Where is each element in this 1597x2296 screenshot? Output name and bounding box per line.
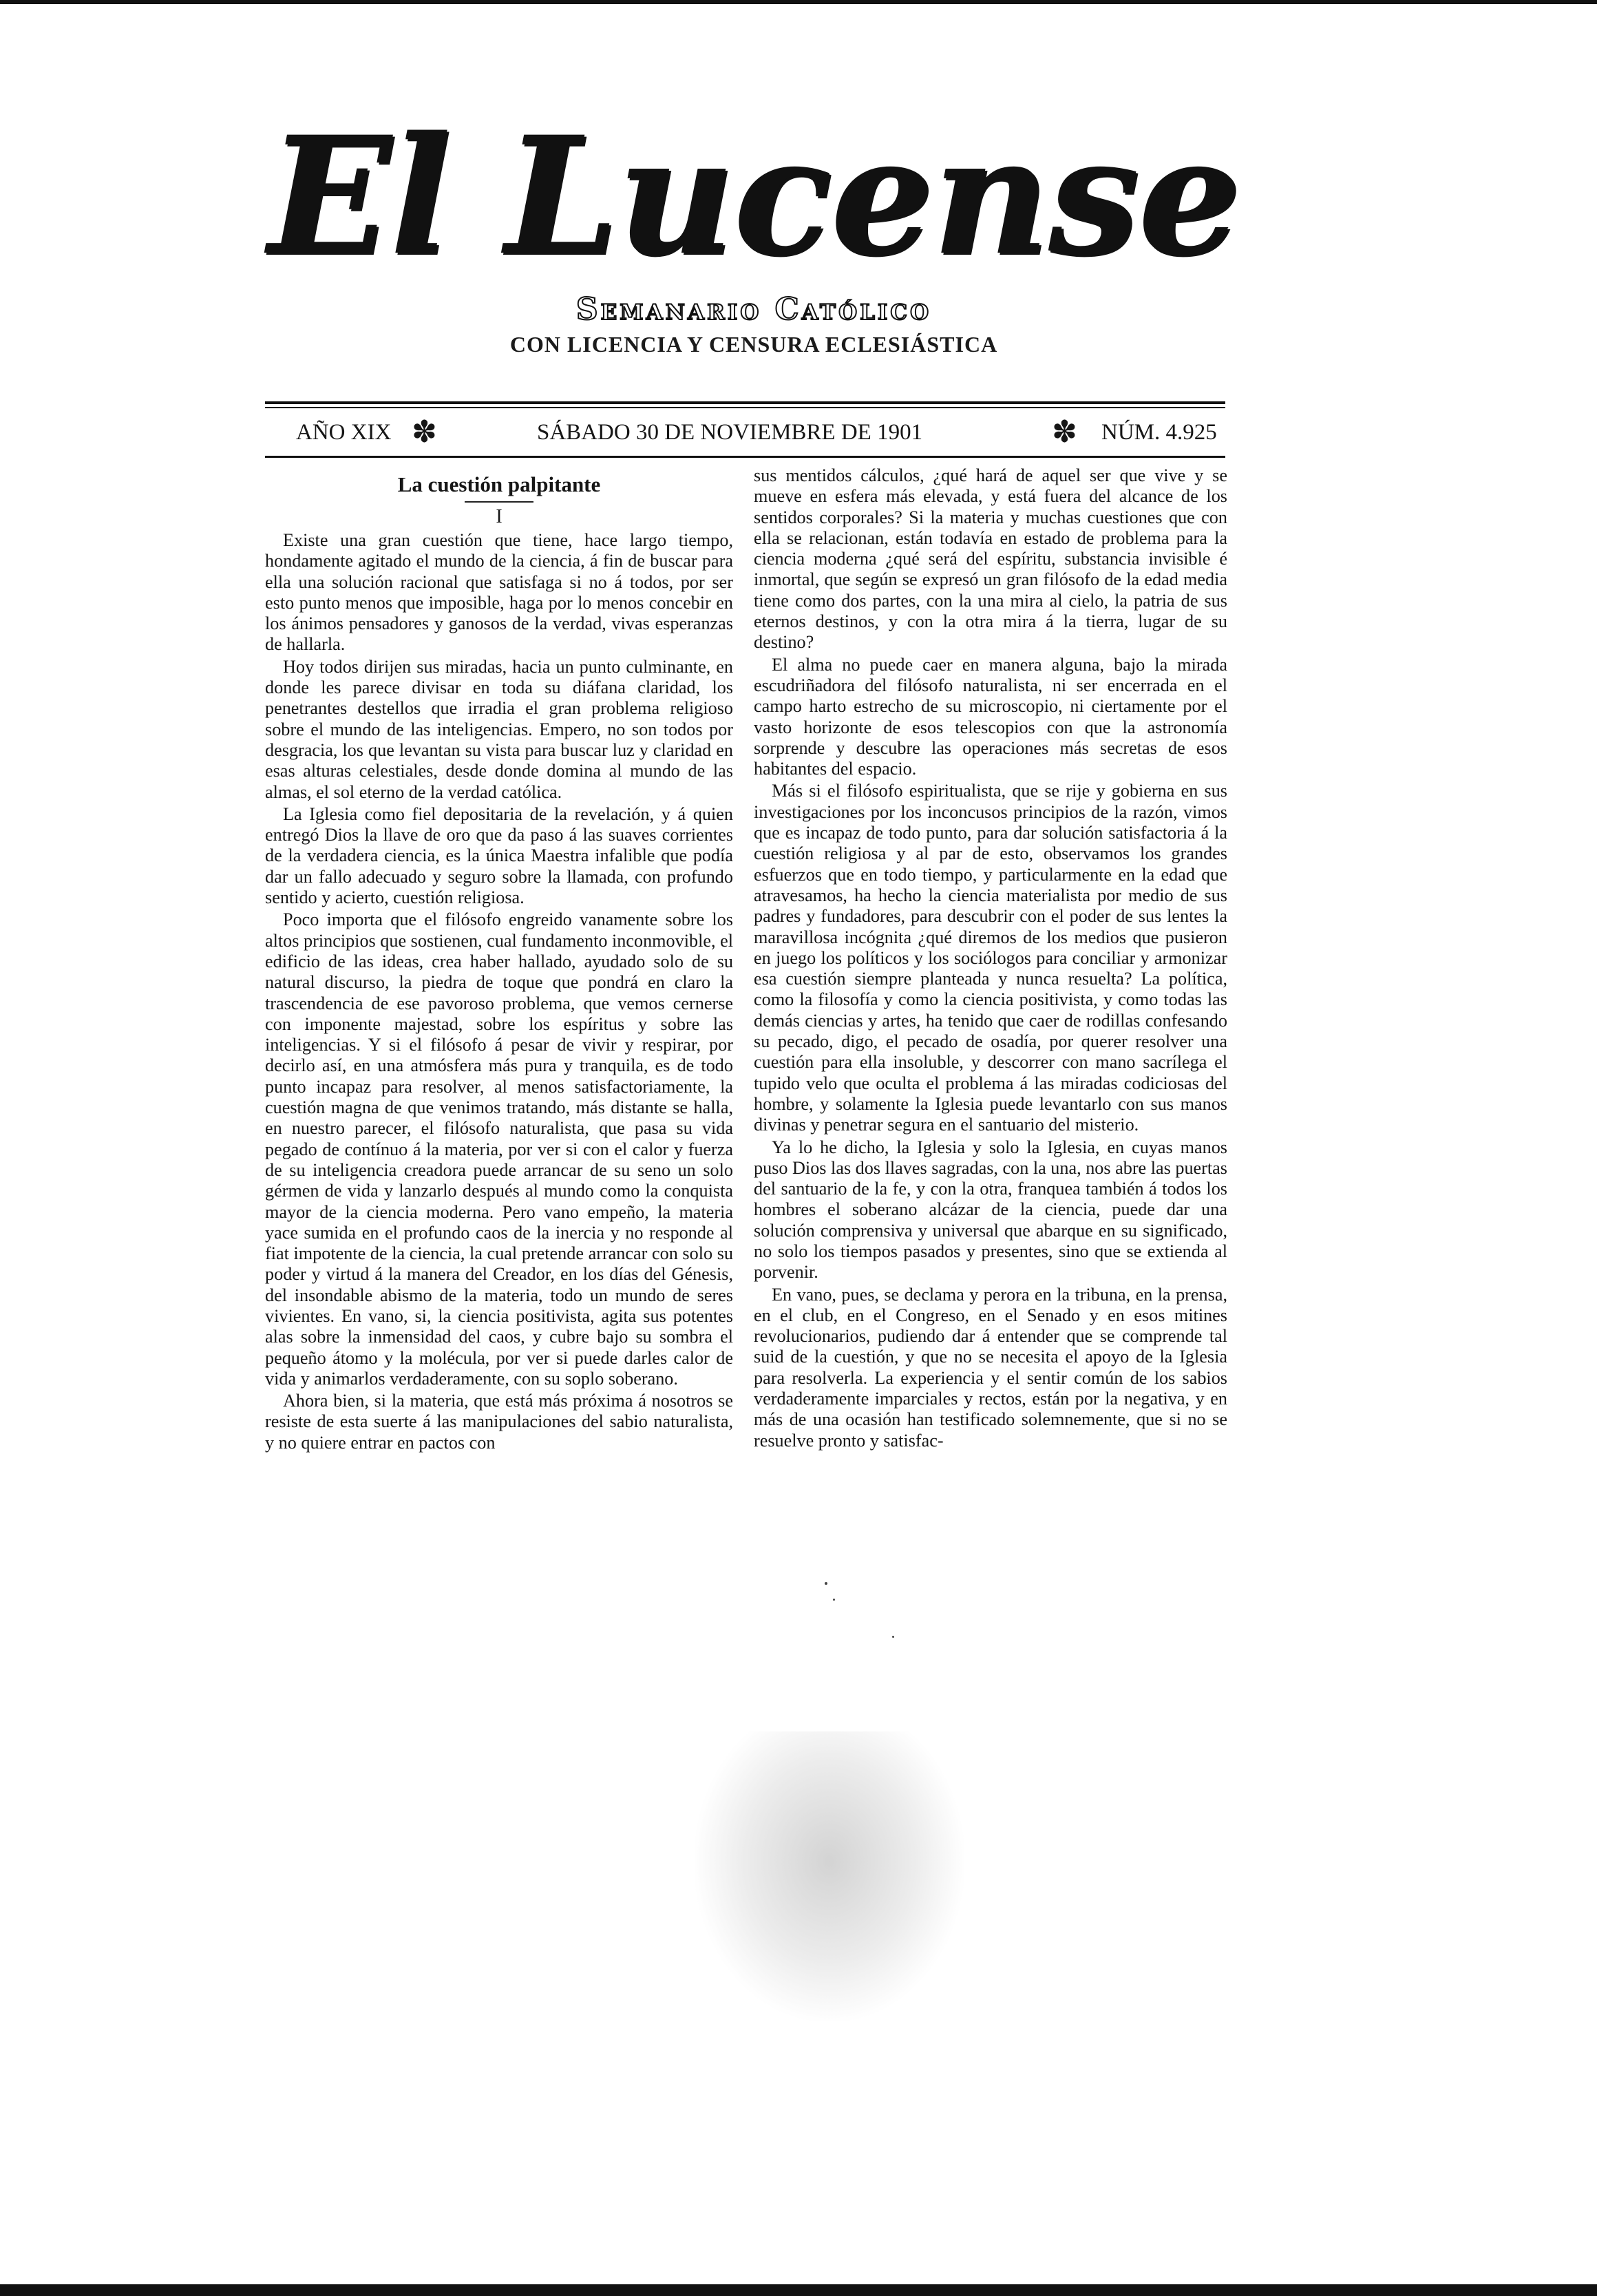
paragraph: Ya lo he dicho, la Iglesia y solo la Iglesia, en cuyas manos puso Dios las dos llaves sagradas, con la una, nos abre las puertas del santuario de la fe, y con la otra, franquea también á todos los hombres el soberano alcázar de la ciencia, puede dar una solución comprensiva y universal que abarque en su significado, no solo los tiempos pasados y presentes, sino que se extienda al porvenir.	[754, 1137, 1227, 1283]
article-column-left	[265, 470, 733, 1453]
scan-speck	[825, 1582, 827, 1585]
paragraph: Existe una gran cuestión que tiene, hace largo tiempo, hondamente agitado el mundo de la ciencia, á fin de buscar para ella una solución racional que satisfaga si no á todos, por ser esto punto menos que imposible, haga por lo menos concebir en los ánimos pensadores y ganosos de la verdad, vivas esperanzas de hallarla.	[265, 530, 733, 655]
scan-speck	[892, 1636, 894, 1638]
paragraph: Poco importa que el filósofo engreido vanamente sobre los altos principios que sostienen, cual fundamento inconmovible, el edificio de las ideas, crea haber hallado, ayudado solo de su natural discurso, la piedra de toque que pondrá en claro la trascendencia de ese pavoroso problema, que vemos cernerse con imponente majestad, sobre los espíritus y sobre las inteligencias. Y si el filósofo á pesar de vivir y respirar, por decirlo así, en una atmósfera más pura y tranquila, es de todo punto incapaz para resolver, al menos satisfactoriamente, la cuestión magna de que venimos tratando, más distante se halla, en nuestro parecer, el filósofo naturalista, que pasa su vida pegado de contínuo á la materia, por ver si con el calor y fuerza de su inteligencia creadora puede arrancar de su seno un solo gérmen de vida y lanzarlo después al mundo como la conquista mayor de la ciencia moderna. Pero vano empeño, la materia yace sumida en el profundo caos de la inercia y no responde al fiat impotente de la ciencia, la cual pretende arrancar con solo su poder y virtud á la manera del Creador, en los días del Génesis, del insondable abismo de la materia, todo un mundo de seres vivientes. En vano, si, la ciencia positivista, agita sus potentes alas sobre la inmensidad del caos, y cubre bajo su sombra el pequeño átomo y la molécula, por ver si puede darles calor de vida y animarlos verdaderamente, con su soplo soberano.	[265, 909, 733, 1389]
issue-year: AÑO XIX	[296, 420, 392, 445]
paragraph: Más si el filósofo espiritualista, que se rije y gobierna en sus investigaciones por los inconcusos principios de la razón, vimos que es incapaz de todo punto, para dar solución satisfactoria á la cuestión religiosa y al par de esto, observamos los grandes esfuerzos que en todo tiempo, y particularmente en la edad que atravesamos, ha hecho la ciencia materialista por medio de sus padres y fundadores, para descubrir con el poder de sus lentes la maravillosa incógnita ¿qué diremos de los medios que pusieron en juego los políticos y los sociólogos para conciliar y armonizar esa cuestión siempre planteada y nunca resuelta? La política, como la filosofía y como la ciencia positivista, y como todas las demás ciencias y artes, ha tenido que caer de rodillas confesando su pecado, digo, el pecado de osadía, por querer resolver una cuestión para ella insoluble, y descorrer con mano sacrílega el tupido velo que oculta el problema á las miradas codiciosas del hombre, y solamente la Iglesia puede levantarlo con sus manos divinas y penetrar segura en el santuario del misterio.	[754, 781, 1227, 1135]
paragraph: La Iglesia como fiel depositaria de la revelación, y á quien entregó Dios la llave de oro que da paso á las suaves corrientes de la verdadera ciencia, es la única Maestra infalible que podía dar un fallo adecuado y seguro sobre la llamada, con profundo sentido y acierto, cuestión religiosa.	[265, 803, 733, 908]
issue-number: NÚM. 4.925	[1101, 420, 1217, 445]
dateline	[289, 412, 1225, 453]
paragraph: sus mentidos cálculos, ¿qué hará de aquel ser que vive y se mueve en esfera más elevada, y está fuera del alcance de los sentidos corporales? Si la materia y muchas cuestiones que con ella se relacionan, están todavía en estado de problema para la ciencia moderna ¿qué será del espíritu, substancia invisible é inmortal, que según se expresó un gran filósofo de la edad media tiene como dos partes, con la una mira al cielo, la patria de sus eternos destinos, y con la otra mira á la tierra, lugar de su destino?	[754, 465, 1227, 653]
page-bottom-edge	[0, 2284, 1597, 2296]
paragraph: Ahora bien, si la materia, que está más próxima á nosotros se resiste de esta suerte á las manipulaciones del sabio naturalista, y no quiere entrar en pactos con	[265, 1391, 733, 1453]
dateline-top-rule	[265, 401, 1225, 404]
scan-speck	[833, 1599, 835, 1601]
paragraph: En vano, pues, se declama y perora en la tribuna, en la prensa, en el club, en el Congreso, en el Senado y en esos mitines revolucionarios, pudiendo dar á entender que se comprende tal suid de la cuestión, y que no se necesita el apoyo de la Iglesia para resolverla. La experiencia y el sentir común de los sabios verdaderamente imparciales y rectos, están por la negativa, y en más de una ocasión han testificado solemnemente, que si no se resuelve pronto y satisfac-	[754, 1284, 1227, 1451]
article-title: La cuestión palpitante	[397, 472, 601, 496]
dateline-bottom-rule	[265, 456, 1225, 458]
title-divider	[465, 501, 533, 503]
dateline-top-rule-thin	[265, 407, 1225, 408]
flower-ornament-icon: ✽	[412, 415, 437, 449]
section-numeral: I	[496, 506, 503, 527]
newspaper-title: El Lucense	[268, 101, 1240, 291]
flower-ornament-icon: ✽	[1052, 415, 1077, 449]
scan-smudge	[695, 1731, 964, 2021]
censorship-line: CON LICENCIA Y CENSURA ECLESIÁSTICA	[509, 332, 998, 357]
issue-date: SÁBADO 30 DE NOVIEMBRE DE 1901	[537, 420, 923, 445]
newspaper-subtitle: Semanario Católico	[575, 292, 932, 327]
paragraph: Hoy todos dirijen sus miradas, hacia un punto culminante, en donde les parece divisar en toda su diáfana claridad, los penetrantes destellos que irradia el gran problema religioso sobre el mundo de las inteligencias. Empero, no son todos por desgracia, los que levantan su vista para buscar luz y claridad en esas alturas celestiales, desde donde domina al mundo de las almas, el sol eterno de la verdad católica.	[265, 656, 733, 802]
masthead	[262, 103, 1246, 359]
page-top-edge	[0, 0, 1597, 4]
paragraph: El alma no puede caer en manera alguna, bajo la mirada escudriñadora del filósofo naturalista, ni ser encerrada en el campo harto estrecho de su microscopio, ni ciertamente por el vasto horizonte de esos telescopios con que la astronomía sorprende y descubre las operaciones más secretas de esos habitantes del espacio.	[754, 654, 1227, 779]
article-column-right	[754, 465, 1227, 1451]
